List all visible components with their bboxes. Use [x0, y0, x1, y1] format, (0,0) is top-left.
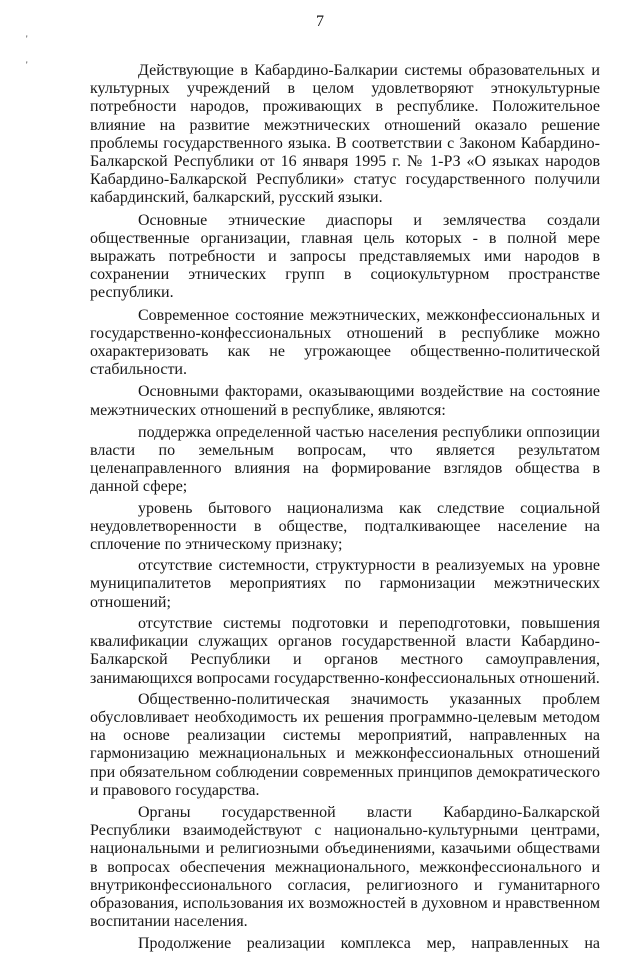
- paragraph-authorities: Органы государственной власти Кабардино-Балкарской Республики взаимодействуют с национально-культурными центрами, национальными и религиозными объединениями, казачьими обществами в вопросах обеспечения межнационального, межконфессионального и внутриконфессионального согласия, религиозного и гуманитарного образования, использования их возможностей в духовном и нравственном воспитании населения.: [90, 803, 600, 931]
- factor-item: уровень бытового национализма как следствие социальной неудовлетворенности в обществе, подталкивающее население на сплочение по этническому признаку;: [90, 499, 600, 554]
- paragraph-current-state: Современное состояние межэтнических, межконфессиональных и государственно-конфессиональных отношений в республике можно охарактеризовать как не угрожающее общественно-политической стабильности.: [90, 306, 600, 379]
- document-body: [90, 62, 600, 958]
- scan-artifact-mark: ': [26, 34, 28, 44]
- paragraph-factors-intro: Основными факторами, оказывающими воздействие на состояние межэтнических отношений в республике, являются:: [90, 383, 600, 419]
- factor-item: отсутствие системности, структурности в реализуемых на уровне муниципалитетов мероприятиях по гармонизации межэтнических отношений;: [90, 557, 600, 611]
- page-number: 7: [316, 13, 324, 30]
- paragraph-languages: Действующие в Кабардино-Балкарии системы образовательных и культурных учреждений в целом удовлетворяют этнокультурные потребности народов, проживающих в республике. Положительное влияние на развитие межэтнических отношений оказало решение проблемы государственного языка. В соответствии с Законом Кабардино-Балкарской Республики от 16 января 1995 г. № 1-РЗ «О языках народов Кабардино-Балкарской Республики» статус государственного получили кабардинский, балкарский, русский языки.: [90, 62, 600, 207]
- factor-item: поддержка определенной частью населения республики оппозиции власти по земельным вопросам, что является результатом целенаправленного влияния на формирование взглядов общества в данной сфере;: [90, 423, 600, 496]
- paragraph-continuation: Продолжение реализации комплекса мер, направленных на: [138, 935, 600, 953]
- factor-item: отсутствие системы подготовки и переподготовки, повышения квалификации служащих органов государственной власти Кабардино-Балкарской Республики и органов местного самоуправления, занимающихся вопросами государственно-конфессиональных отношений.: [90, 614, 600, 687]
- scan-artifact-mark: ': [26, 60, 28, 70]
- paragraph-significance: Общественно-политическая значимость указанных проблем обусловливает необходимость их решения программно-целевым методом на основе реализации системы мероприятий, направленных на гармонизацию межнациональных и межконфессиональных отношений при обязательном соблюдении современных принципов демократического и правового государства.: [90, 690, 600, 799]
- paragraph-diasporas: Основные этнические диаспоры и землячества создали общественные организации, главная цель которых - в полной мере выражать потребности и запросы представляемых ими народов в сохранении этнических групп в социокультурном пространстве республики.: [90, 211, 600, 302]
